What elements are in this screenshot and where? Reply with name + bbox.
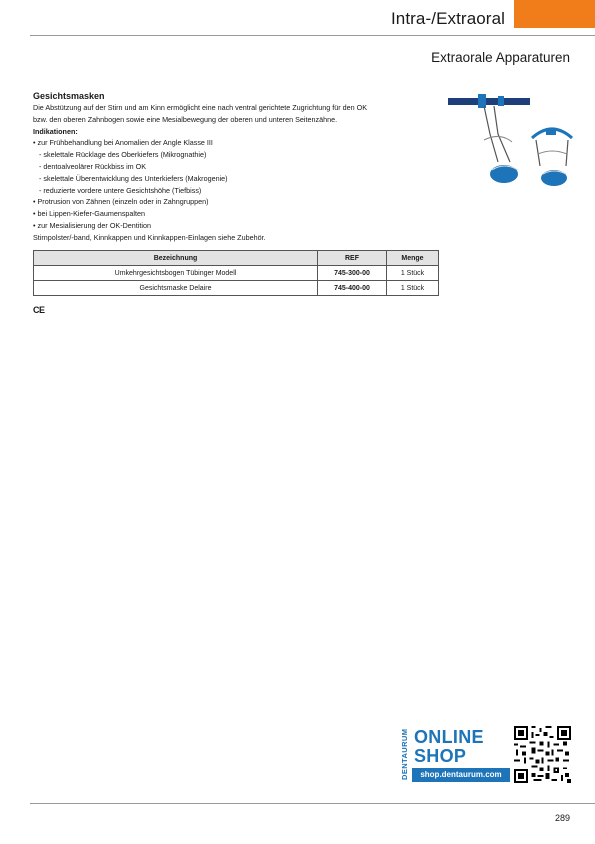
product-description-block: [33, 90, 443, 244]
description-line: Die Abstützung auf der Stirn und am Kinn ermöglicht eine nach ventral gerichtete Zugrichtung für den OK: [33, 103, 368, 112]
forehead-pad: [478, 94, 486, 108]
face-mask-product-image: [440, 92, 580, 192]
cross-wire: [484, 136, 512, 142]
qr-code-icon[interactable]: [514, 726, 571, 783]
indication-subitem: - dentoalveolärer Rückbiss im OK: [39, 161, 147, 171]
page-number: 289: [554, 813, 570, 823]
delaire-forehead-pad: [546, 128, 556, 135]
table-row: [34, 266, 439, 281]
cell-ref: 745-400-00: [318, 281, 387, 296]
header-divider: [30, 35, 595, 36]
column-header-ref: REF: [318, 251, 387, 266]
description-line: bzw. den oberen Zahnbogen sowie eine Mesialbewegung der oberen und unteren Seitenzähne.: [33, 114, 338, 124]
indication-subitem: - skelettale Rücklage des Oberkiefers (Mikrognathie): [39, 150, 207, 160]
online-shop-banner[interactable]: [398, 726, 574, 783]
table-header-row: [34, 251, 439, 266]
indications-label: Indikationen:: [33, 126, 78, 136]
column-header-bezeichnung: Bezeichnung: [34, 251, 318, 266]
section-title: Extraorale Apparaturen: [431, 50, 570, 65]
shop-title-shop: SHOP: [414, 746, 467, 766]
forehead-bar: [448, 98, 530, 105]
indication-item: • zur Frühbehandlung bei Anomalien der Angle Klasse III: [33, 138, 213, 148]
product-title: Gesichtsmasken: [33, 91, 105, 101]
cell-menge: 1 Stück: [387, 281, 439, 296]
indication-item: • Protrusion von Zähnen (einzeln oder in Zahngruppen): [33, 197, 209, 207]
header-category-title: Intra-/Extraoral: [390, 9, 505, 28]
footer-divider: [30, 803, 595, 804]
accessory-note: Stirnpolster/-band, Kinnkappen und Kinnkappen-Einlagen siehe Zubehör.: [33, 232, 266, 242]
indication-subitem: - reduzierte vordere untere Gesichtshöhe (Tiefbiss): [39, 185, 202, 195]
column-header-menge: Menge: [387, 251, 439, 266]
adjust-clip: [498, 96, 504, 106]
indication-item: • zur Mesialisierung der OK-Dentition: [33, 220, 151, 230]
shop-url-link[interactable]: shop.dentaurum.com: [412, 768, 510, 782]
delaire-cross-wire: [538, 151, 567, 154]
table-row: [34, 281, 439, 296]
shop-title-online: ONLINE: [414, 727, 484, 747]
cell-menge: 1 Stück: [387, 266, 439, 281]
indication-item: • bei Lippen-Kiefer-Gaumenspalten: [33, 209, 145, 219]
cell-bezeichnung: Umkehrgesichtsbogen Tübinger Modell: [34, 266, 318, 281]
product-table: [33, 250, 439, 296]
frame-wire: [484, 106, 498, 162]
cell-bezeichnung: Gesichtsmaske Delaire: [34, 281, 318, 296]
frame-wire: [494, 106, 510, 162]
delaire-frame-wire: [566, 140, 568, 166]
header-color-tab: [514, 0, 595, 28]
indication-subitem: - skelettale Überentwicklung des Unterkiefers (Makrogenie): [39, 173, 228, 183]
ce-mark: CE: [33, 305, 45, 315]
shop-brand-vertical: DENTAURUM: [400, 728, 409, 781]
cell-ref: 745-300-00: [318, 266, 387, 281]
